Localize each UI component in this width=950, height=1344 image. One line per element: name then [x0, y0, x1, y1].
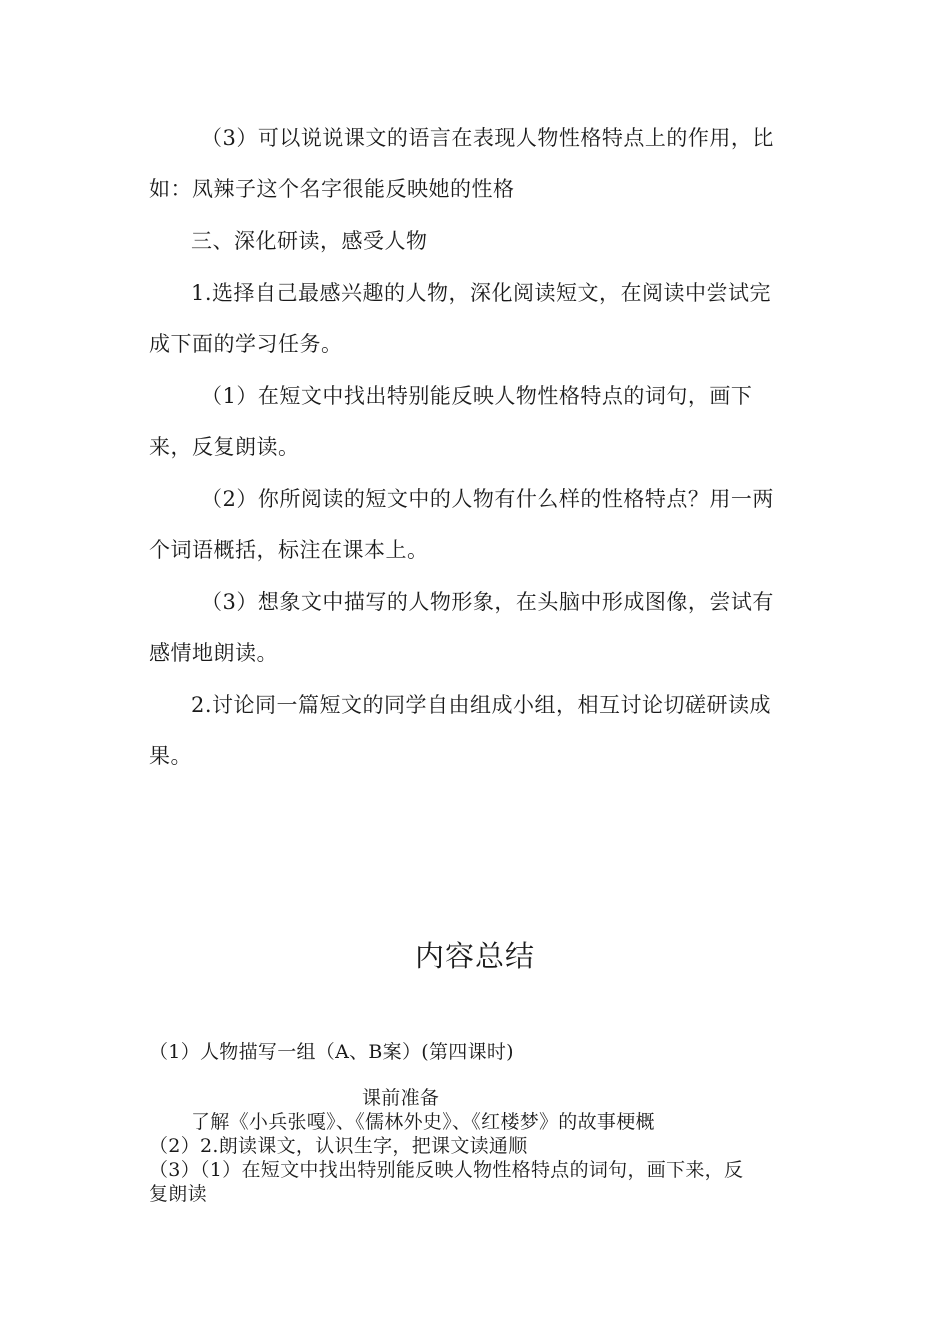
paragraph-line: 来，反复朗读。: [149, 435, 300, 459]
paragraph-line: 2.讨论同一篇短文的同学自由组成小组，相互讨论切磋研读成: [191, 693, 772, 717]
paragraph-line: 成下面的学习任务。: [149, 332, 343, 356]
paragraph-line: （3）可以说说课文的语言在表现人物性格特点上的作用，比: [201, 126, 774, 150]
paragraph-line: （3）想象文中描写的人物形象，在头脑中形成图像，尝试有: [201, 590, 774, 614]
summary-item: （3）（1）在短文中找出特别能反映人物性格特点的词句，画下来，反: [149, 1159, 744, 1181]
paragraph-line: （1）在短文中找出特别能反映人物性格特点的词句，画下: [201, 384, 753, 408]
paragraph-line: 如：凤辣子这个名字很能反映她的性格: [149, 177, 515, 201]
summary-subheading: 课前准备: [362, 1087, 440, 1109]
summary-title: 内容总结: [414, 939, 535, 973]
paragraph-line: （2）你所阅读的短文中的人物有什么样的性格特点？用一两: [201, 487, 774, 511]
paragraph-line: 1.选择自己最感兴趣的人物，深化阅读短文，在阅读中尝试完: [191, 281, 772, 305]
paragraph-line: 感情地朗读。: [149, 641, 278, 665]
paragraph-line: 果。: [149, 744, 192, 768]
summary-item: 复朗读: [149, 1183, 207, 1205]
summary-text: 了解《小兵张嘎》、《儒林外史》、《红楼梦》的故事梗概: [191, 1111, 655, 1133]
section-heading: 三、深化研读，感受人物: [191, 229, 428, 253]
summary-item: （2）2.朗读课文，认识生字，把课文读通顺: [149, 1135, 528, 1157]
summary-item: （1）人物描写一组（A、B案）(第四课时): [149, 1041, 514, 1063]
paragraph-line: 个词语概括，标注在课本上。: [149, 538, 429, 562]
